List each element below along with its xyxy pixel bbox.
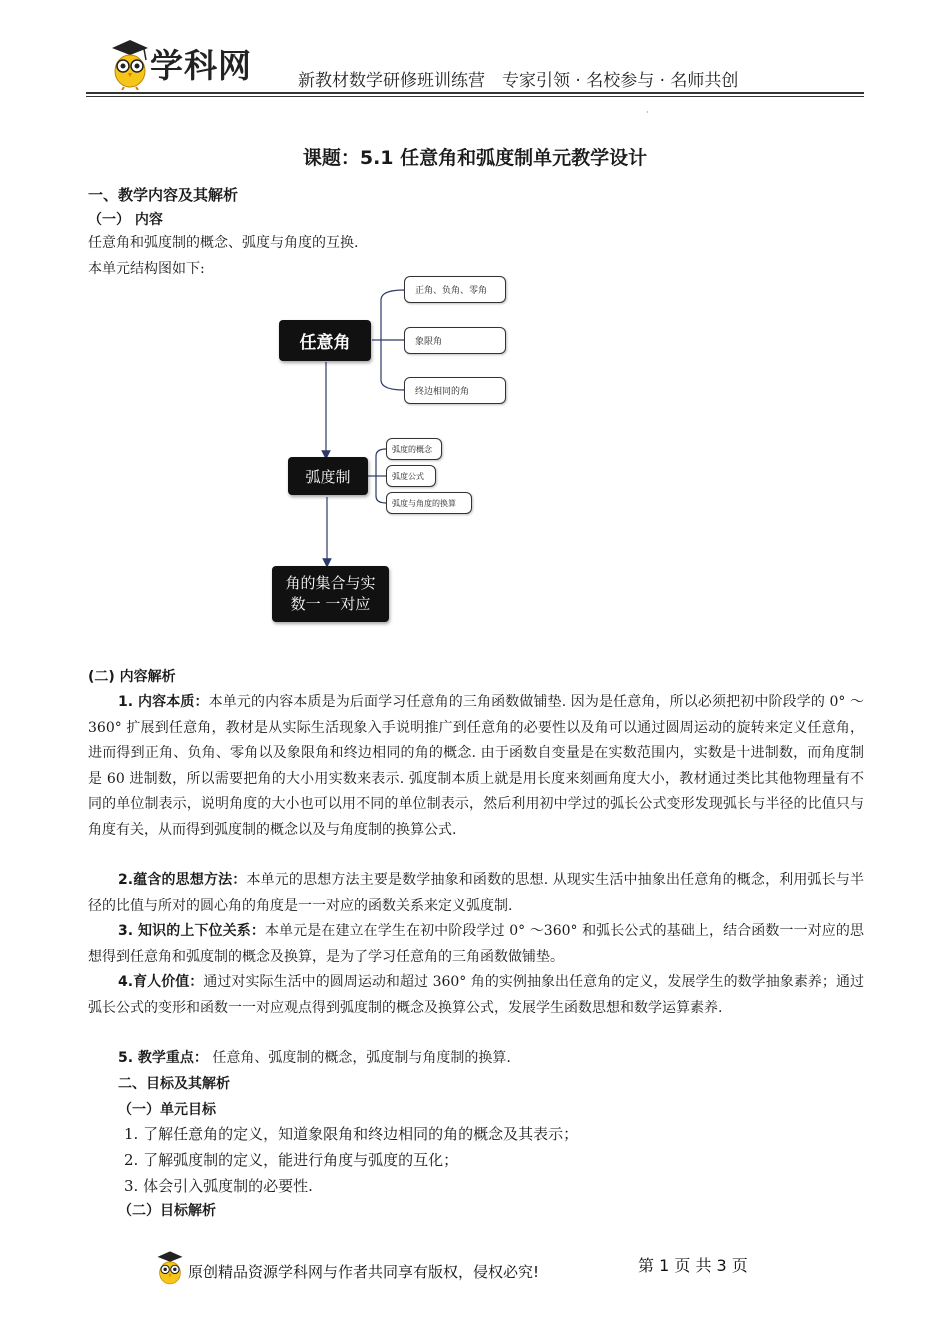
goal-item: 1. 了解任意角的定义，知道象限角和终边相同的角的概念及其表示； <box>124 1125 579 1143</box>
diagram-leaf-quadrant-angle: 象限角 <box>404 327 506 354</box>
diagram-node-angle-set-correspondence: 角的集合与实数一 一对应 <box>272 566 389 622</box>
paragraph-text: 通过对实际生活中的圆周运动和超过 360° 角的实例抽象出任意角的定义，发展学生的数学抽象素养；通过弧长公式的变形和函数一一对应观点得到弧度制的概念及换算公式，发展学生函数思想和数学运算素养. <box>88 974 865 1016</box>
paragraph-label: 4.育人价值： <box>118 974 204 990</box>
goal-item: 2. 了解弧度制的定义，能进行角度与弧度的互化； <box>124 1151 459 1169</box>
content-line: 任意角和弧度制的概念、弧度与角度的互换. <box>88 235 359 251</box>
subsection-heading-goal-analysis: （二）目标解析 <box>118 1203 216 1219</box>
logo-text: 学科网 <box>150 46 252 85</box>
owl-mascot-icon <box>154 1250 186 1286</box>
paragraph-label: 3. 知识的上下位关系： <box>118 923 265 939</box>
paragraph-teaching-focus <box>88 1046 864 1072</box>
decorative-dot: · <box>646 108 649 117</box>
paragraph-text: 本单元是在建立在学生在初中阶段学过 0° ～360° 和弧长公式的基础上，结合函数一一对应的思想得到任意角和弧度制的概念及换算，是为了学习任意角的三角函数做铺垫。 <box>88 923 864 965</box>
structure-intro: 本单元结构图如下: <box>88 261 205 277</box>
paragraph-knowledge-relation <box>88 919 864 970</box>
section-heading-goals: 二、目标及其解析 <box>118 1076 230 1092</box>
diagram-leaf-radian-degree-conversion: 弧度与角度的换算 <box>386 492 472 514</box>
page-number: 第 1 页 共 3 页 <box>638 1256 748 1275</box>
paragraph-text: 本单元的思想方法主要是数学抽象和函数的思想. 从现实生活中抽象出任意角的概念，利用弧长与半径的比值与所对的圆心角的角度是一一对应的函数关系来定义弧度制. <box>88 872 864 914</box>
paragraph-text: 本单元的内容本质是为后面学习任意角的三角函数做铺垫. 因为是任意角，所以必须把初中阶段学的 0° ～360° 扩展到任意角，教材是从实际生活现象入手说明推广到任意角的必要性以及角可以通过圆周运动的旋转来定义任意角，进而得到正角、负角、零角以及象限角和终边相同的角的概念. 由于函数自变量是在实数范围内，实数是十进制数，而角度制是 60 进制数，所以需要把角的大小用实数来表示. 弧度制本质上就是用长度来刻画角度大小，教材通过类比其他物理量有不同的单位制表示，说明角度的大小也可以用不同的单位制表示，然后利用初中学过的弧长公式变形发现弧长与半径的比值只与角度有关，从而得到弧度制的概念以及与角度制的换算公式. <box>88 694 864 838</box>
diagram-leaf-positive-negative-zero: 正角、负角、零角 <box>404 276 506 303</box>
diagram-leaf-coterminal-angle: 终边相同的角 <box>404 377 506 404</box>
diagram-node-arbitrary-angle: 任意角 <box>279 320 371 361</box>
subsection-heading-unit-goals: （一）单元目标 <box>118 1102 216 1118</box>
diagram-node-radian: 弧度制 <box>288 457 368 495</box>
subsection-heading-content: （一） 内容 <box>88 212 163 228</box>
diagram-leaf-radian-concept: 弧度的概念 <box>386 438 442 460</box>
paragraph-content-essence <box>88 690 864 843</box>
header-slogan: 新教材数学研修班训练营 专家引领 · 名校参与 · 名师共创 <box>298 71 739 91</box>
section-heading-content: 一、教学内容及其解析 <box>88 186 239 204</box>
paragraph-text: 任意角、弧度制的概念，弧度制与角度制的换算. <box>207 1050 511 1066</box>
paragraph-thinking-methods <box>88 868 864 919</box>
page-title: 课题：5.1 任意角和弧度制单元教学设计 <box>302 147 648 169</box>
footer-logo <box>154 1250 186 1286</box>
paragraph-label: 2.蕴含的思想方法： <box>118 872 247 888</box>
goal-item: 3. 体会引入弧度制的必要性. <box>124 1177 313 1195</box>
footer-copyright: 原创精品资源学科网与作者共同享有版权，侵权必究! <box>188 1263 540 1281</box>
paragraph-label: 1. 内容本质： <box>118 694 209 710</box>
paragraph-education-value <box>88 970 864 1021</box>
diagram-leaf-radian-formula: 弧度公式 <box>386 465 436 487</box>
subsection-heading-analysis: (二) 内容解析 <box>88 669 176 685</box>
paragraph-label: 5. 教学重点： <box>118 1050 208 1066</box>
